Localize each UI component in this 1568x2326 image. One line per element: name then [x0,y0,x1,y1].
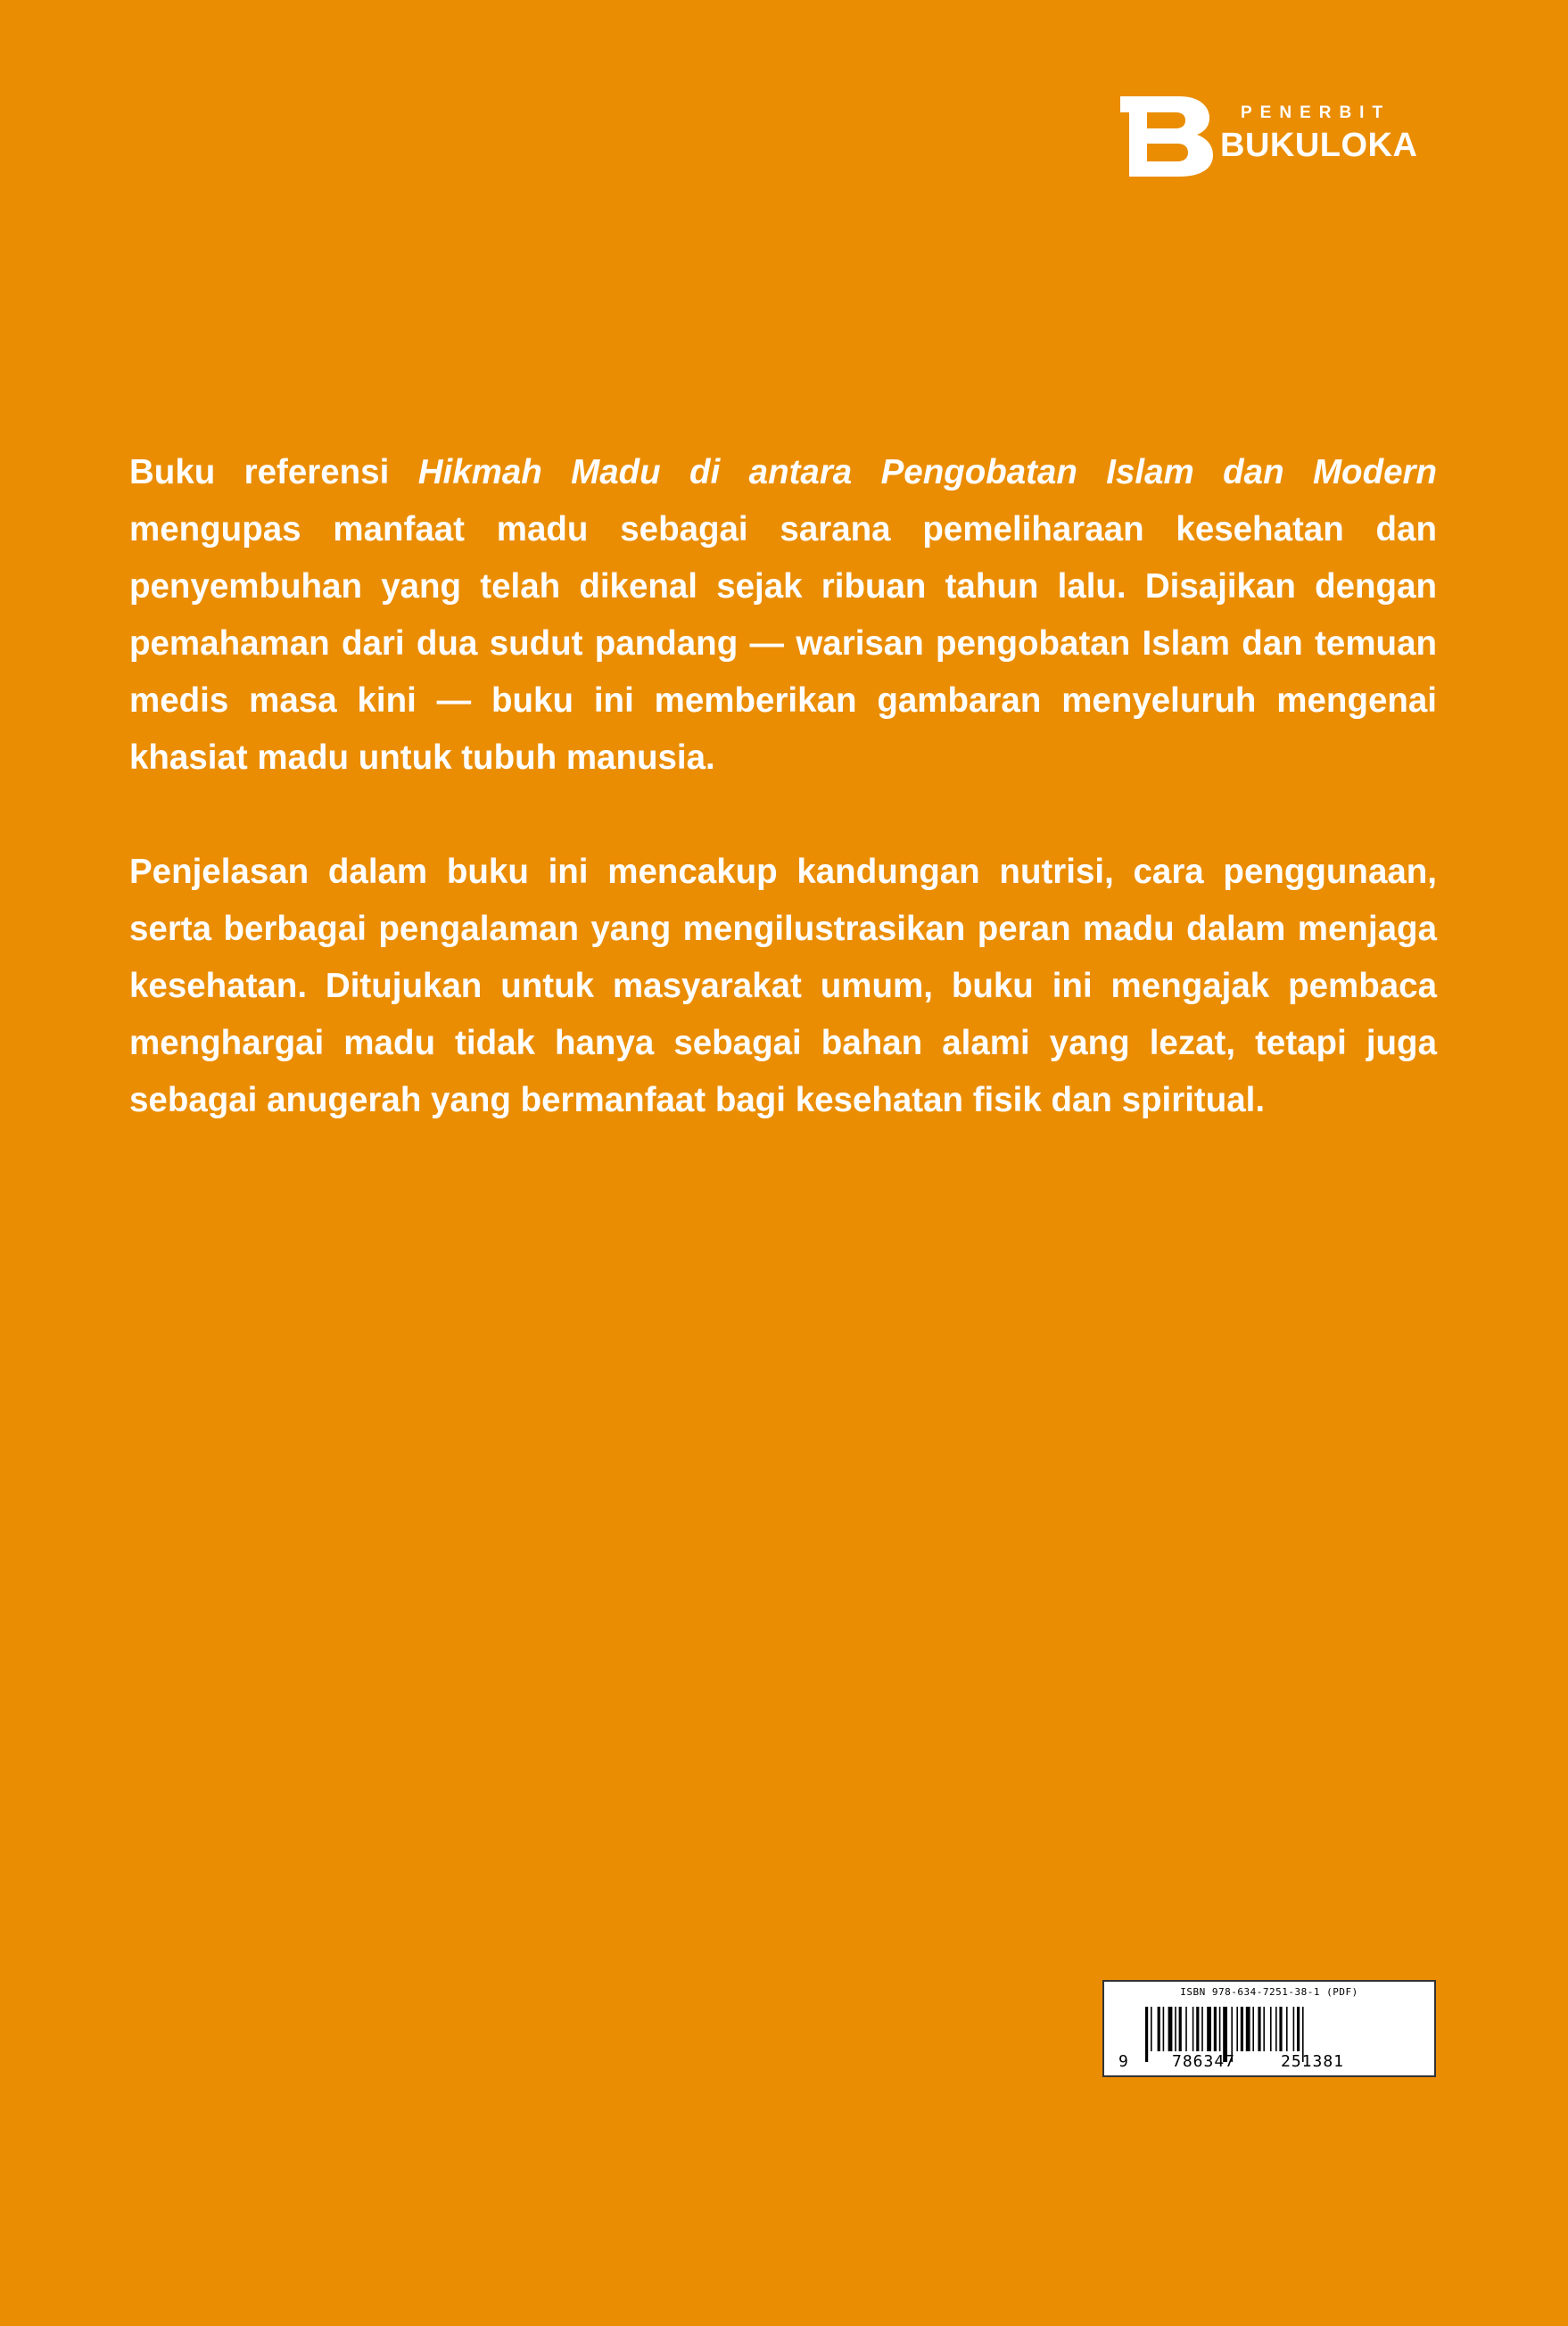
barcode-bar [1214,2007,1217,2051]
barcode-bar [1286,2007,1288,2051]
barcode-bar [1236,2007,1238,2051]
barcode-bar [1168,2007,1173,2051]
barcode-bar [1297,2007,1300,2051]
barcode-bar [1193,2007,1194,2051]
barcode-bar [1185,2007,1187,2051]
barcode-left-digits: 786347 [1172,2052,1236,2071]
barcode-bar [1263,2007,1265,2051]
barcode-bar [1196,2007,1199,2051]
book-description [129,444,1437,1129]
publisher-logo [1120,96,1438,177]
barcode-bar [1145,2007,1148,2062]
barcode-bar [1179,2007,1182,2051]
paragraph-1-lead: Buku referensi [129,453,418,491]
description-paragraph-2: Penjelasan dalam buku ini mencakup kandungan nutrisi, cara penggunaan, serta berbagai pengalaman yang mengilustrasikan peran madu dalam menjaga kesehatan. Ditujukan untuk masyarakat umum, buku ini mengajak pembaca menghargai madu tidak hanya sebagai bahan alami yang lezat, tetapi juga sebagai anugerah yang bermanfaat bagi kesehatan fisik dan spiritual. [129,853,1437,1119]
barcode-bar [1163,2007,1165,2051]
publisher-b-mark [1120,96,1213,177]
barcode-bar [1252,2007,1254,2051]
barcode-bar [1175,2007,1176,2051]
barcode-bar [1270,2007,1272,2051]
barcode-bar [1258,2007,1260,2051]
barcode-bar [1241,2007,1243,2051]
publisher-name: BUKULOKA [1220,127,1418,164]
book-title: Hikmah Madu di antara Pengobatan Islam dan Modern [417,453,1437,491]
barcode-bar [1219,2007,1221,2051]
barcode-right-digits: 251381 [1281,2052,1345,2071]
barcode-bar [1201,2007,1203,2051]
publisher-label: PENERBIT [1241,103,1391,122]
barcode-lead-digit: 9 [1118,2052,1129,2071]
description-paragraph-1 [129,444,1437,787]
barcode-bar [1246,2007,1250,2051]
barcode-bar [1279,2007,1282,2051]
paragraph-1-rest: mengupas manfaat madu sebagai sarana pemeliharaan kesehatan dan penyembuhan yang telah dikenal sejak ribuan tahun lalu. Disajikan dengan pemahaman dari dua sudut pandang — warisan pengobatan Islam dan temuan medis masa kini — buku ini memberikan gambaran menyeluruh mengenai khasiat madu untuk tubuh manusia. [129,510,1437,777]
isbn-label: ISBN 978-634-7251-38-1 (PDF) [1180,1986,1358,1998]
barcode-bar [1151,2007,1152,2051]
barcode-bar [1158,2007,1160,2051]
barcode-bar [1207,2007,1211,2051]
isbn-barcode [1102,1980,1436,2077]
barcode-bar [1293,2007,1295,2051]
barcode-bar [1275,2007,1277,2051]
